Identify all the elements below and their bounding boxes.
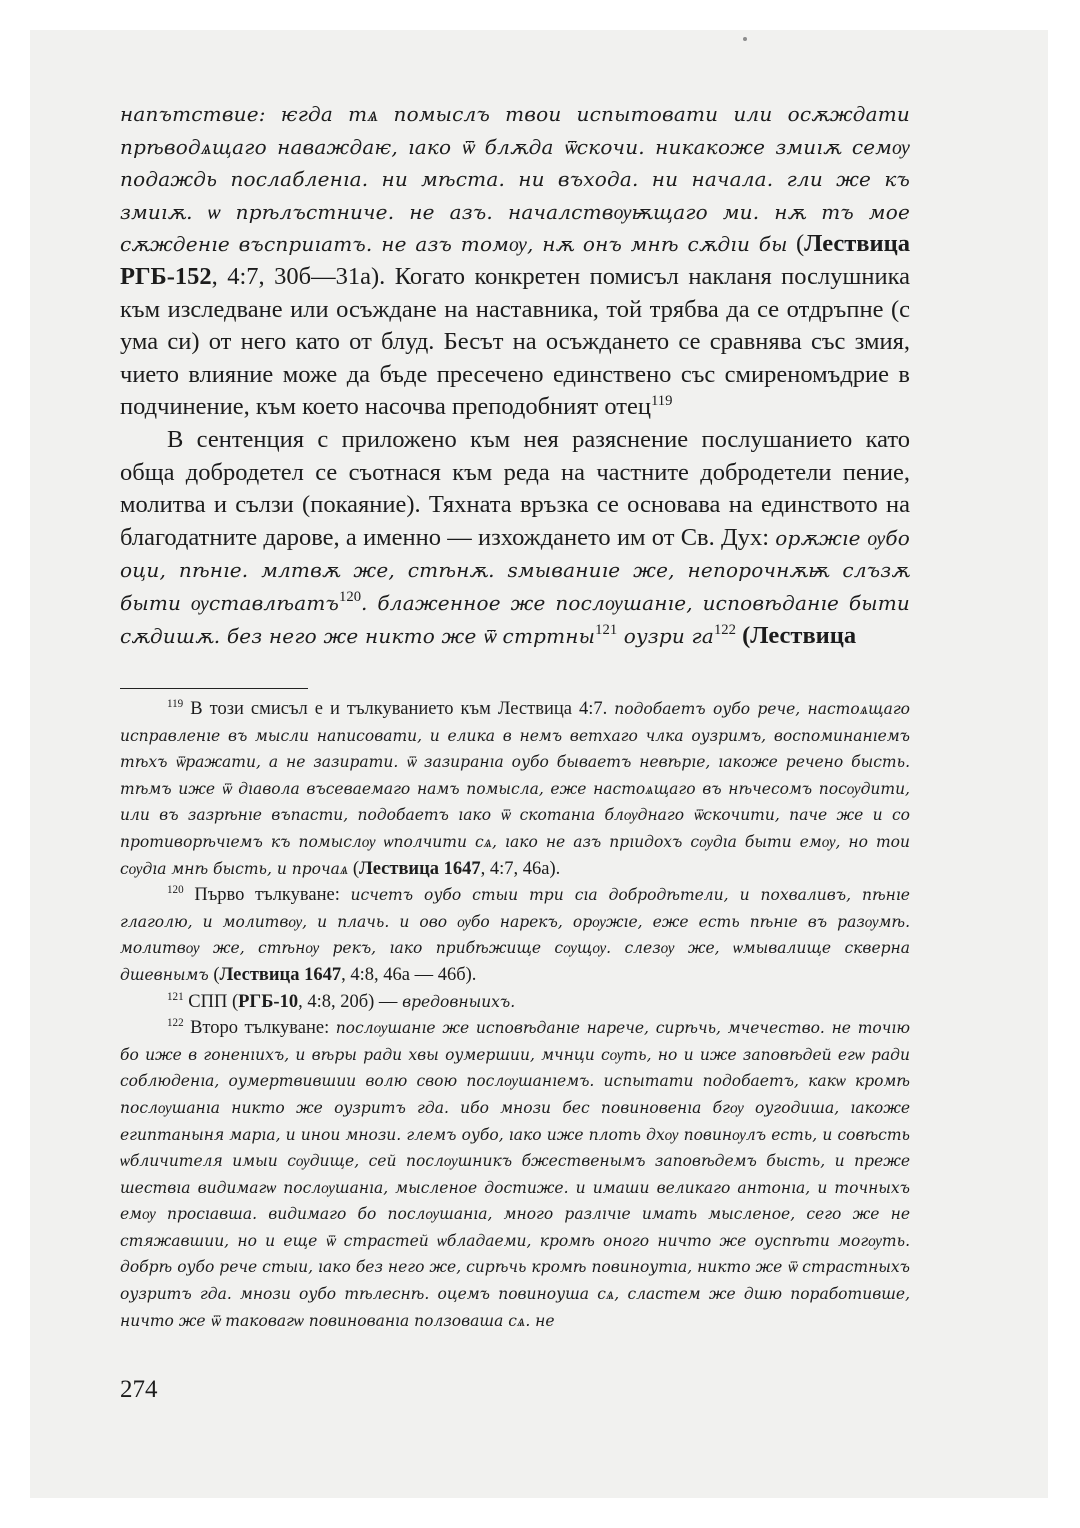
footnote-text: В този смисъл е и тълкуванието към Лествица 4:7. [190, 699, 615, 719]
footnote-number: 121 [167, 990, 184, 1003]
source-reference: РГБ-10 [238, 991, 299, 1012]
source-reference: (Лествица [735, 621, 857, 649]
church-slavonic-quote: подобаетъ оубо рече, настоѧщаго исправленıе въ мысли написовати, и елика в немъ ветхаго члка оузримъ, воспоминанıемъ тѣхъ ѿражати, а не зазирати. ѿ зазиранıа оубо бываетъ невѣрıе, ıакоже речено бысть. тѣмъ иже ѿ дıавола въсеваемаго намъ помысла, еже настоѧщаго въ нѣчесомъ посѹдити, или въ зазрѣнıе въпасти, подобаетъ ıако ѿ скотанıа блѹднаго ѿскочити, паче же и со противорѣчıемъ къ помыслѹ ѡполчити сѧ, ıако не азъ прıидохъ сѹдıа быти емѹ, но тои сѹдıа мнѣ бысть, и прочаѧ [120, 700, 911, 878]
paragraph-text: , 4:7, 30б—31а). Когато конкретен помисъл накланя послушника към изследване или осъждане на наставника, той трябва да се отдръпне (с ума си) от него като от блуд. Бесът на осъждането се сравнява със змия, чието влияние може да бъде пресечено единствено със смиреномъдрие в подчинение, към което насочва преподобният отец [120, 262, 910, 421]
footnote-122 [120, 1015, 910, 1334]
footnote-text: СПП ( [188, 991, 239, 1012]
footnote-number: 119 [167, 697, 184, 710]
main-text [120, 98, 910, 652]
footnote-text: , 4:8, 46а — 46б). [341, 964, 477, 985]
church-slavonic-quote: напътствие: ѥгда тѧ помыслъ твои испытовати или осѫждати прѣводѧщаго наваждаѥ, ıако ѿ блѫда ѿскочи. никакоже змиıѫ семѹ подаждь послабленıа. ни мѣста. ни въхода. ни начала. гли же къ змиıѫ. ѡ прѣлъстниче. не азъ. началствѹѭщаго ми. нѫ тъ мое сѫжденıе въсприıатъ. не азъ томѹ, нѫ онъ мнѣ сѫдıи бы [120, 102, 910, 257]
footnote-separator [120, 688, 308, 689]
footnote-119: $^{119}$ В този смисъл е и тълкуванието към Лествица 4:7. подобаетъ оубо рече, настоѧщаго исправленıе въ мысли написовати, и елика в немъ ветхаго члка оузримъ, воспоминанıемъ тѣхъ ѿражати, а не зазирати. ѿ зазиранıа оубо бываетъ невѣрıе, ıакоже речено бысть. тѣмъ иже ѿ дıавола въсеваемаго намъ помысла, еже настоѧщаго въ нѣчесомъ посѹдити, или въ зазрѣнıе въпасти, подобаетъ ıако ѿ скотанıа блѹднаго ѿскочити, паче же и со противорѣчıемъ къ помыслѹ ѡполчити сѧ, ıако не азъ прıидохъ сѹдıа быти емѹ, но тои сѹдıа мнѣ бысть, и прочаѧ (Лествица 1647, 4:7, 46а). [120, 697, 911, 879]
footnote-ref: 121 [595, 621, 618, 638]
footnote-121 [120, 989, 910, 1016]
church-slavonic-quote: исчетъ оубо стыи три сıа добродѣтели, и похваливъ, пѣнıе глаголю, и молитвѹ, и плачь. и ово ѹбо нарекъ, орѹжıе, еже есть пѣнıе въ разѹмѣ. молитвѹ же, стѣнѹ рекъ, ıако прибѣжище сѹщѹ. слезѹ же, ѡмывалище скверна дшевнымъ [120, 886, 910, 984]
page-number: 274 [120, 1376, 158, 1403]
footnotes [120, 696, 910, 1334]
footnote-text: Първо тълкуване: [194, 885, 351, 906]
source-reference: Лествица 1647 [359, 858, 481, 879]
footnote-text: Второ тълкуване: [190, 1018, 336, 1039]
footnote-text: , 4:8, 20б) — [298, 991, 403, 1012]
footnote-ref: 120 [339, 588, 362, 605]
church-slavonic-quote: оузри га [617, 623, 714, 648]
footnote-text: , 4:7, 46а). [480, 858, 561, 879]
footnote-number: 120 [167, 884, 184, 896]
source-reference: Лествица РГБ-152 [120, 230, 910, 290]
church-slavonic-quote: вредовныихъ. [402, 992, 516, 1011]
paper-speck [743, 37, 747, 41]
source-reference: Лествица 1647 [219, 964, 342, 985]
paragraph-1: напътствие: ѥгда тѧ помыслъ твои испытовати или осѫждати прѣводѧщаго наваждаѥ, ıако ѿ блѫда ѿскочи. никакоже змиıѫ семѹ подаждь послабленıа. ни мѣста. ни въхода. ни начала. гли же къ змиıѫ. ѡ прѣлъстниче. не азъ. началствѹѭщаго ми. нѫ тъ мое сѫжденıе въсприıатъ. не азъ томѹ, нѫ онъ мнѣ сѫдıи бы (Лествица РГБ-152, 4:7, 30б—31а). Когато конкретен помисъл накланя послушника към изследване или осъждане на наставника, той трябва да се отдръпне (с ума си) от него като от блуд. Бесът на осъждането се сравнява със змия, чието влияние може да бъде пресечено единствено със смиреномъдрие в подчинение, към което насочва преподобният отец$^{119}$ [120, 102, 910, 421]
church-slavonic-quote: . блаженное же послѹшанıе, исповѣданıе быти сѫдишѫ. без него же никто же ѿ стртны [120, 590, 910, 648]
paragraph-2 [120, 424, 910, 652]
footnote-120: $^{120}$ Първо тълкуване: исчетъ оубо стыи три сıа добродѣтели, и похваливъ, пѣнıе глаголю, и молитвѹ, и плачь. и ово ѹбо нарекъ, орѹжıе, еже есть пѣнıе въ разѹмѣ. молитвѹ же, стѣнѹ рекъ, ıако прибѣжище сѹщѹ. слезѹ же, ѡмывалище скверна дшевнымъ (Лествица 1647, 4:8, 46а — 46б). [120, 884, 910, 985]
footnote-number: 122 [167, 1016, 184, 1029]
church-slavonic-quote: орѫжıе ѹбо оци, пѣнıе. млтвѫ же, стѣнѫ. ѕмываниıе же, непорочнѫѭ слъзѫ быти ѹставлѣатъ [120, 525, 910, 615]
church-slavonic-quote: послѹшанıе же исповѣданıе нарече, сирѣчь, мчечество. не точıю бо иже в гоненıихъ, и вѣры ради хвы оумершии, мчнци сѹть, но и иже заповѣдей егѡ ради соблюденıа, оумертвившии волю свою послѹшанıемъ. испытати подобаетъ, какѡ кромѣ послѹшанıа никто же оузритъ гда. ибо мнози бес повиновенıа бгѹ оугодиша, ıакоже египтаныня марıа, и инои мнози. глемъ оубо, ıако иже плоть дхѹ повинѹлъ есть, и совѣсть ѡбличителя имыи сѹдище, сей послѹшникъ бжественымъ заповѣдемъ бысть, и преже шествıа видимагѡ послѹшанıа, мысленое достиже. и имаши великаго антонıа, и точныхъ емѹ просıавша. видимаго бо послѹшанıа, много разлıчıе имать мысленое, сего же не стяжавшии, но и еще ѿ страстей ѡбладаеми, кромѣ оного ничто же оуспѣти могѹть. добрѣ оубо рече стыи, ıако без него же, сирѣчь кромѣ повиноутıа, никто же ѿ страстныхъ оузритъ гда. мнози оубо тѣлеснѣ. оцемъ повиноуша сѧ, сластем же дшю поработивше, ничто же ѿ таковагѡ повинованıа ползоваша сѧ. не [120, 1019, 910, 1330]
paragraph-text: В сентенция с приложено към нея разяснение послушанието като обща добродетел се съотнася към реда на частните добродетели пение, молитва и сълзи (покаяние). Тяхната връзка се основава на единството на благодатните дарове, а именно — изхождането им от Св. Дух: [120, 425, 910, 551]
footnote-ref: 119 [651, 393, 673, 410]
footnote-ref: 122 [713, 621, 736, 638]
